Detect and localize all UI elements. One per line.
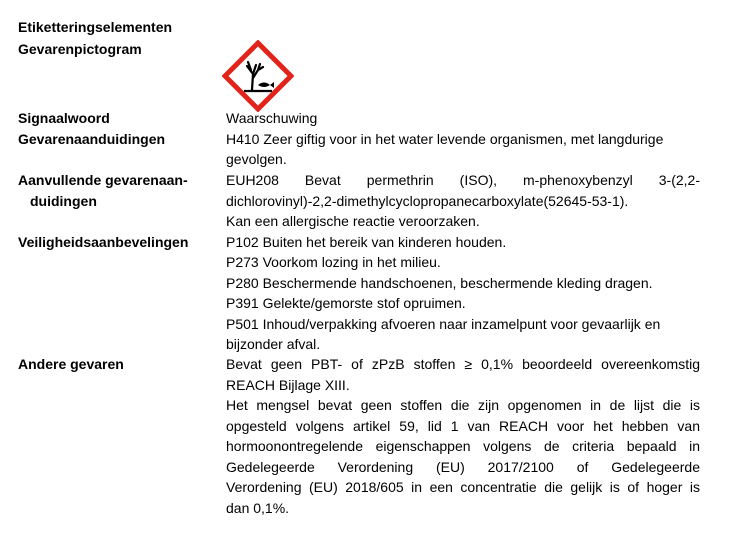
hazard-statement-line: gevolgen.	[226, 151, 287, 167]
aanvullende-value	[226, 170, 700, 232]
gevarenaanduidingen-value	[226, 129, 700, 170]
euh-statement-line: dichlorovinyl)-2,2-dimethylcyclopropanecarboxylate(52645-53-1).	[226, 192, 629, 209]
pictogram-label: Gevarenpictogram	[18, 41, 142, 57]
aanvullende-label-line: Aanvullende gevarenaan-	[18, 172, 188, 188]
precautionary-statement-line: P102 Buiten het bereik van kinderen houden.	[226, 233, 507, 250]
section-heading: Etiketteringselementen	[18, 19, 173, 35]
precautionary-statement-line: P273 Voorkom lozing in het milieu.	[226, 254, 441, 270]
other-hazard-line: Het mengsel bevat geen stoffen die zijn opgenomen in de lijst die is	[226, 397, 700, 413]
aanvullende-label	[18, 170, 188, 211]
precautionary-statement-line: P280 Beschermende handschoenen, beschermende kleding dragen.	[226, 274, 653, 291]
other-hazard-line: dan 0,1%.	[226, 499, 290, 516]
precautionary-statement-line: P501 Inhoud/verpakking afvoeren naar inzamelpunt voor gevaarlijk en	[226, 315, 661, 332]
ghs09-environment-icon	[222, 40, 294, 112]
precautionary-statement-line: P391 Gelekte/gemorste stof opruimen.	[226, 295, 466, 311]
gevarenaanduidingen-label: Gevarenaanduidingen	[18, 130, 166, 147]
signaalwoord-value	[226, 108, 700, 129]
euh-statement-line: EUH208 Bevat permethrin (ISO), m-phenoxybenzyl 3-(2,2-	[226, 172, 700, 188]
andere-gevaren-label: Andere gevaren	[18, 356, 124, 372]
precautionary-statement-line: bijzonder afval.	[226, 336, 321, 352]
andere-gevaren-value	[226, 354, 700, 518]
other-hazard-line: hormoonontregelende eigenschappen volgens de criteria bepaald in	[226, 438, 700, 454]
hazard-statement-line: H410 Zeer giftig voor in het water levende organismen, met langdurige	[226, 130, 664, 147]
other-hazard-line: opgesteld volgens artikel 59, lid 1 van REACH voor het hebben van	[226, 417, 700, 434]
signaalwoord-text: Waarschuwing	[226, 110, 318, 126]
euh-statement-line: Kan een allergische reactie veroorzaken.	[226, 213, 480, 229]
aanvullende-label-line: duidingen	[30, 192, 97, 209]
other-hazard-line: REACH Bijlage XIII.	[226, 376, 350, 393]
other-hazard-line: Gedelegeerde Verordening (EU) 2017/2100 of Gedelegeerde	[226, 458, 700, 475]
veiligheid-value	[226, 232, 700, 355]
signaalwoord-label: Signaalwoord	[18, 110, 110, 126]
veiligheid-label: Veiligheidsaanbevelingen	[18, 233, 189, 250]
other-hazard-line: Bevat geen PBT- of zPzB stoffen ≥ 0,1% beoordeeld overeenkomstig	[226, 356, 700, 372]
other-hazard-line: Verordening (EU) 2018/605 in een concentratie die gelijk is of hoger is	[226, 479, 700, 495]
